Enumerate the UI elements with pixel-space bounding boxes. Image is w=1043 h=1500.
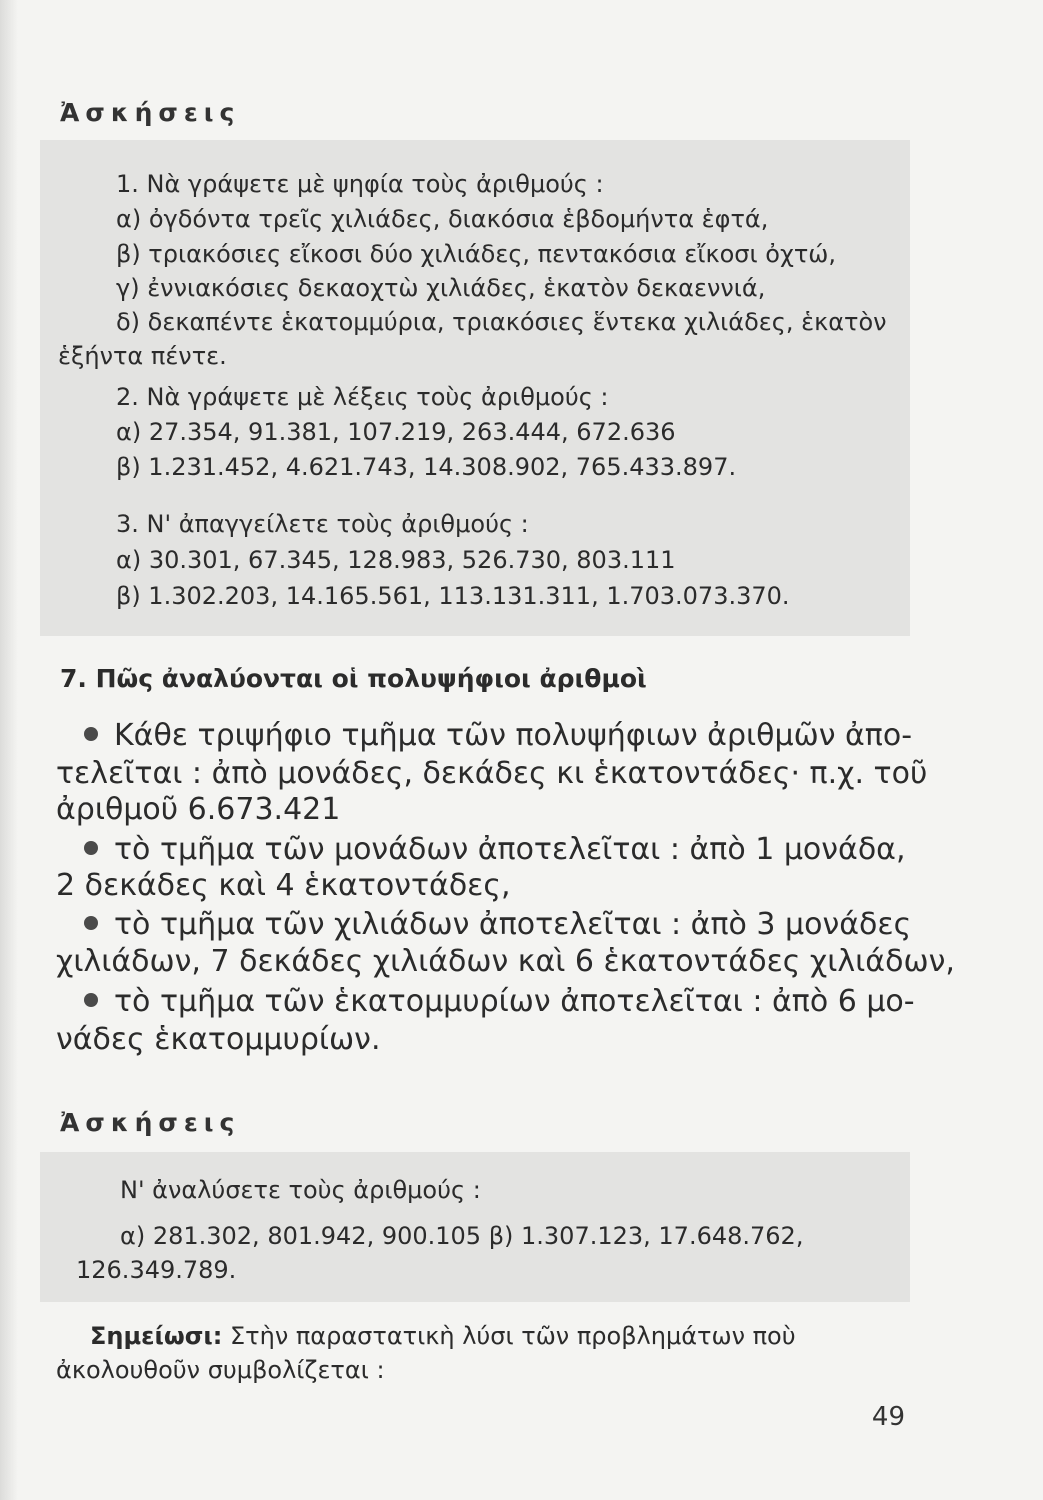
page-number: 49 [871,1402,905,1432]
note-line-2: ἀκολουθοῦν συμβολίζεται : [56,1356,385,1384]
body-line-8: τὸ τμῆμα τῶν ἑκατομμυρίων ἀποτελεῖται : ἀπὸ 6 μο- [84,984,915,1019]
body-line-3: ἀριθμοῦ 6.673.421 [56,792,341,827]
body-line-4: τὸ τμῆμα τῶν μονάδων ἀποτελεῖται : ἀπὸ 1 μονάδα, [84,832,905,867]
exercises-heading: Ἀσκήσεις [60,98,241,127]
note-label: Σημείωσι: [90,1322,223,1350]
body-line-5: 2 δεκάδες καὶ 4 ἑκατοντάδες, [56,868,511,903]
exercises-heading-2: Ἀσκήσεις [60,1108,241,1137]
body-line-1: Κάθε τριψήφιο τμῆμα τῶν πολυψήφιων ἀριθμῶν ἀπο- [84,718,912,753]
page-edge [0,0,18,1500]
ex2-item-a: α) 27.354, 91.381, 107.219, 263.444, 672.636 [116,418,676,446]
body-line-2: τελεῖται : ἀπὸ μονάδες, δεκάδες κι ἑκατοντάδες· π.χ. τοῦ [56,756,928,791]
ex3-item-b: β) 1.302.203, 14.165.561, 113.131.311, 1.703.073.370. [116,582,790,610]
ex3-item-a: α) 30.301, 67.345, 128.983, 526.730, 803.111 [116,546,676,574]
ex4-line-2: 126.349.789. [76,1256,237,1284]
bullet-icon [84,993,98,1007]
ex1-item-a: α) ὀγδόντα τρεῖς χιλιάδες, διακόσια ἑβδομήντα ἑφτά, [116,205,769,233]
body-line-6: τὸ τμῆμα τῶν χιλιάδων ἀποτελεῖται : ἀπὸ 3 μονάδες [84,907,911,942]
bullet-icon [84,916,98,930]
ex1-item-d: δ) δεκαπέντε ἑκατομμύρια, τριακόσιες ἕντεκα χιλιάδες, ἑκατὸν [116,308,887,336]
bullet-icon [84,841,98,855]
section-title: 7. Πῶς ἀναλύονται οἱ πολυψήφιοι ἀριθμοὶ [60,664,647,693]
body-line-7: χιλιάδων, 7 δεκάδες χιλιάδων καὶ 6 ἑκατοντάδες χιλιάδων, [56,944,955,979]
ex2-item-b: β) 1.231.452, 4.621.743, 14.308.902, 765.433.897. [116,453,737,481]
body-line-9: νάδες ἑκατομμυρίων. [56,1022,381,1057]
ex1-item-d-cont: ἑξήντα πέντε. [58,342,227,370]
ex1-item-c: γ) ἐννιακόσιες δεκαοχτὼ χιλιάδες, ἑκατὸν δεκαεννιά, [116,274,766,302]
bullet-icon [84,727,98,741]
ex1-item-b: β) τριακόσιες εἴκοσι δύο χιλιάδες, πεντακόσια εἴκοσι ὀχτώ, [116,240,836,268]
ex1-title: 1. Νὰ γράψετε μὲ ψηφία τοὺς ἀριθμούς : [116,170,604,198]
note-line-1: Σημείωσι: Στὴν παραστατικὴ λύσι τῶν προβλημάτων ποὺ [90,1322,796,1350]
ex2-title: 2. Νὰ γράψετε μὲ λέξεις τοὺς ἀριθμούς : [116,383,609,411]
ex3-title: 3. Ν' ἀπαγγείλετε τοὺς ἀριθμούς : [116,510,529,538]
ex4-line-1: α) 281.302, 801.942, 900.105 β) 1.307.123, 17.648.762, [120,1222,804,1250]
ex4-title: Ν' ἀναλύσετε τοὺς ἀριθμούς : [120,1176,481,1204]
